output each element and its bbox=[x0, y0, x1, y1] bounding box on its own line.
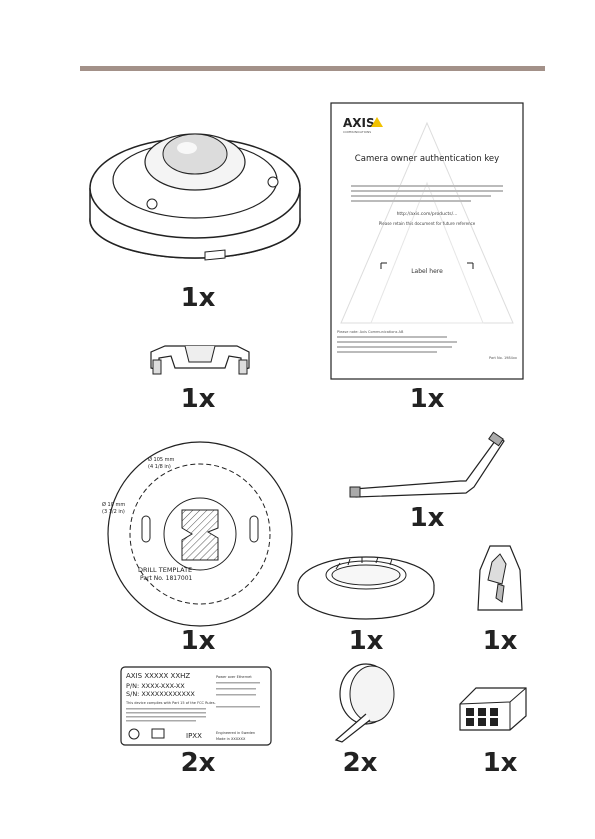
drill-template-qty: 1x bbox=[180, 626, 216, 656]
label-power: Power over Ethernet bbox=[216, 675, 252, 679]
label-ipxx: IPXX bbox=[186, 732, 202, 740]
dt-dim1b: (4 1/8 in) bbox=[148, 464, 171, 470]
card-brand-sub: COMMUNICATIONS bbox=[343, 130, 372, 134]
label-made: Made in XXXXXX bbox=[216, 737, 246, 741]
trim-ring-qty: 1x bbox=[348, 626, 384, 656]
dt-title: DRILL TEMPLATE bbox=[138, 566, 193, 574]
card-title: Camera owner authentication key bbox=[354, 154, 500, 164]
cable-plug-qty: 1x bbox=[482, 626, 518, 656]
label-sn: S/N: XXXXXXXXXXXX bbox=[126, 690, 195, 698]
terminal-block-qty: 1x bbox=[482, 748, 518, 778]
label-qty: 2x bbox=[180, 748, 216, 778]
card-url: http://axis.com/products/... bbox=[396, 212, 458, 217]
product-label bbox=[120, 666, 272, 750]
authentication-card bbox=[331, 103, 523, 383]
screw-plug bbox=[326, 660, 402, 746]
mounting-clip bbox=[145, 338, 255, 384]
camera-qty: 1x bbox=[180, 283, 216, 313]
dt-dim2b: (3 1/2 in) bbox=[102, 509, 125, 515]
label-model: AXIS XXXXX XXHZ bbox=[126, 672, 191, 680]
trim-ring bbox=[296, 545, 436, 621]
card-keep-note: Please retain this document for future reference bbox=[378, 221, 476, 226]
label-line1: This device complies with Part 15 of the FCC Rules. bbox=[126, 701, 216, 705]
dt-dim1: Ø 105 mm bbox=[148, 457, 175, 463]
card-label-here: Label here bbox=[411, 268, 443, 275]
torx-key-qty: 1x bbox=[409, 503, 445, 533]
camera-unit bbox=[85, 110, 305, 274]
label-engineered: Engineered in Sweden bbox=[216, 731, 256, 735]
auth-card-qty: 1x bbox=[409, 384, 445, 414]
card-footer: Please note: Axis Communications AB bbox=[337, 330, 404, 334]
label-pn: P/N: XXXX-XXX-XX bbox=[126, 682, 185, 690]
dt-dim2: Ø 10 mm bbox=[102, 502, 126, 508]
torx-key bbox=[348, 435, 508, 509]
screw-plug-qty: 2x bbox=[342, 748, 378, 778]
clip-qty: 1x bbox=[180, 384, 216, 414]
dt-partno: Part No. 1817001 bbox=[140, 575, 193, 582]
terminal-block bbox=[456, 684, 530, 738]
cable-plug bbox=[470, 540, 530, 620]
header-rule bbox=[80, 66, 545, 71]
card-brand: AXIS bbox=[343, 116, 375, 130]
drill-template bbox=[100, 440, 300, 634]
camera-illustration bbox=[85, 110, 305, 270]
card-partno: Part No. 1984xx bbox=[489, 356, 517, 360]
